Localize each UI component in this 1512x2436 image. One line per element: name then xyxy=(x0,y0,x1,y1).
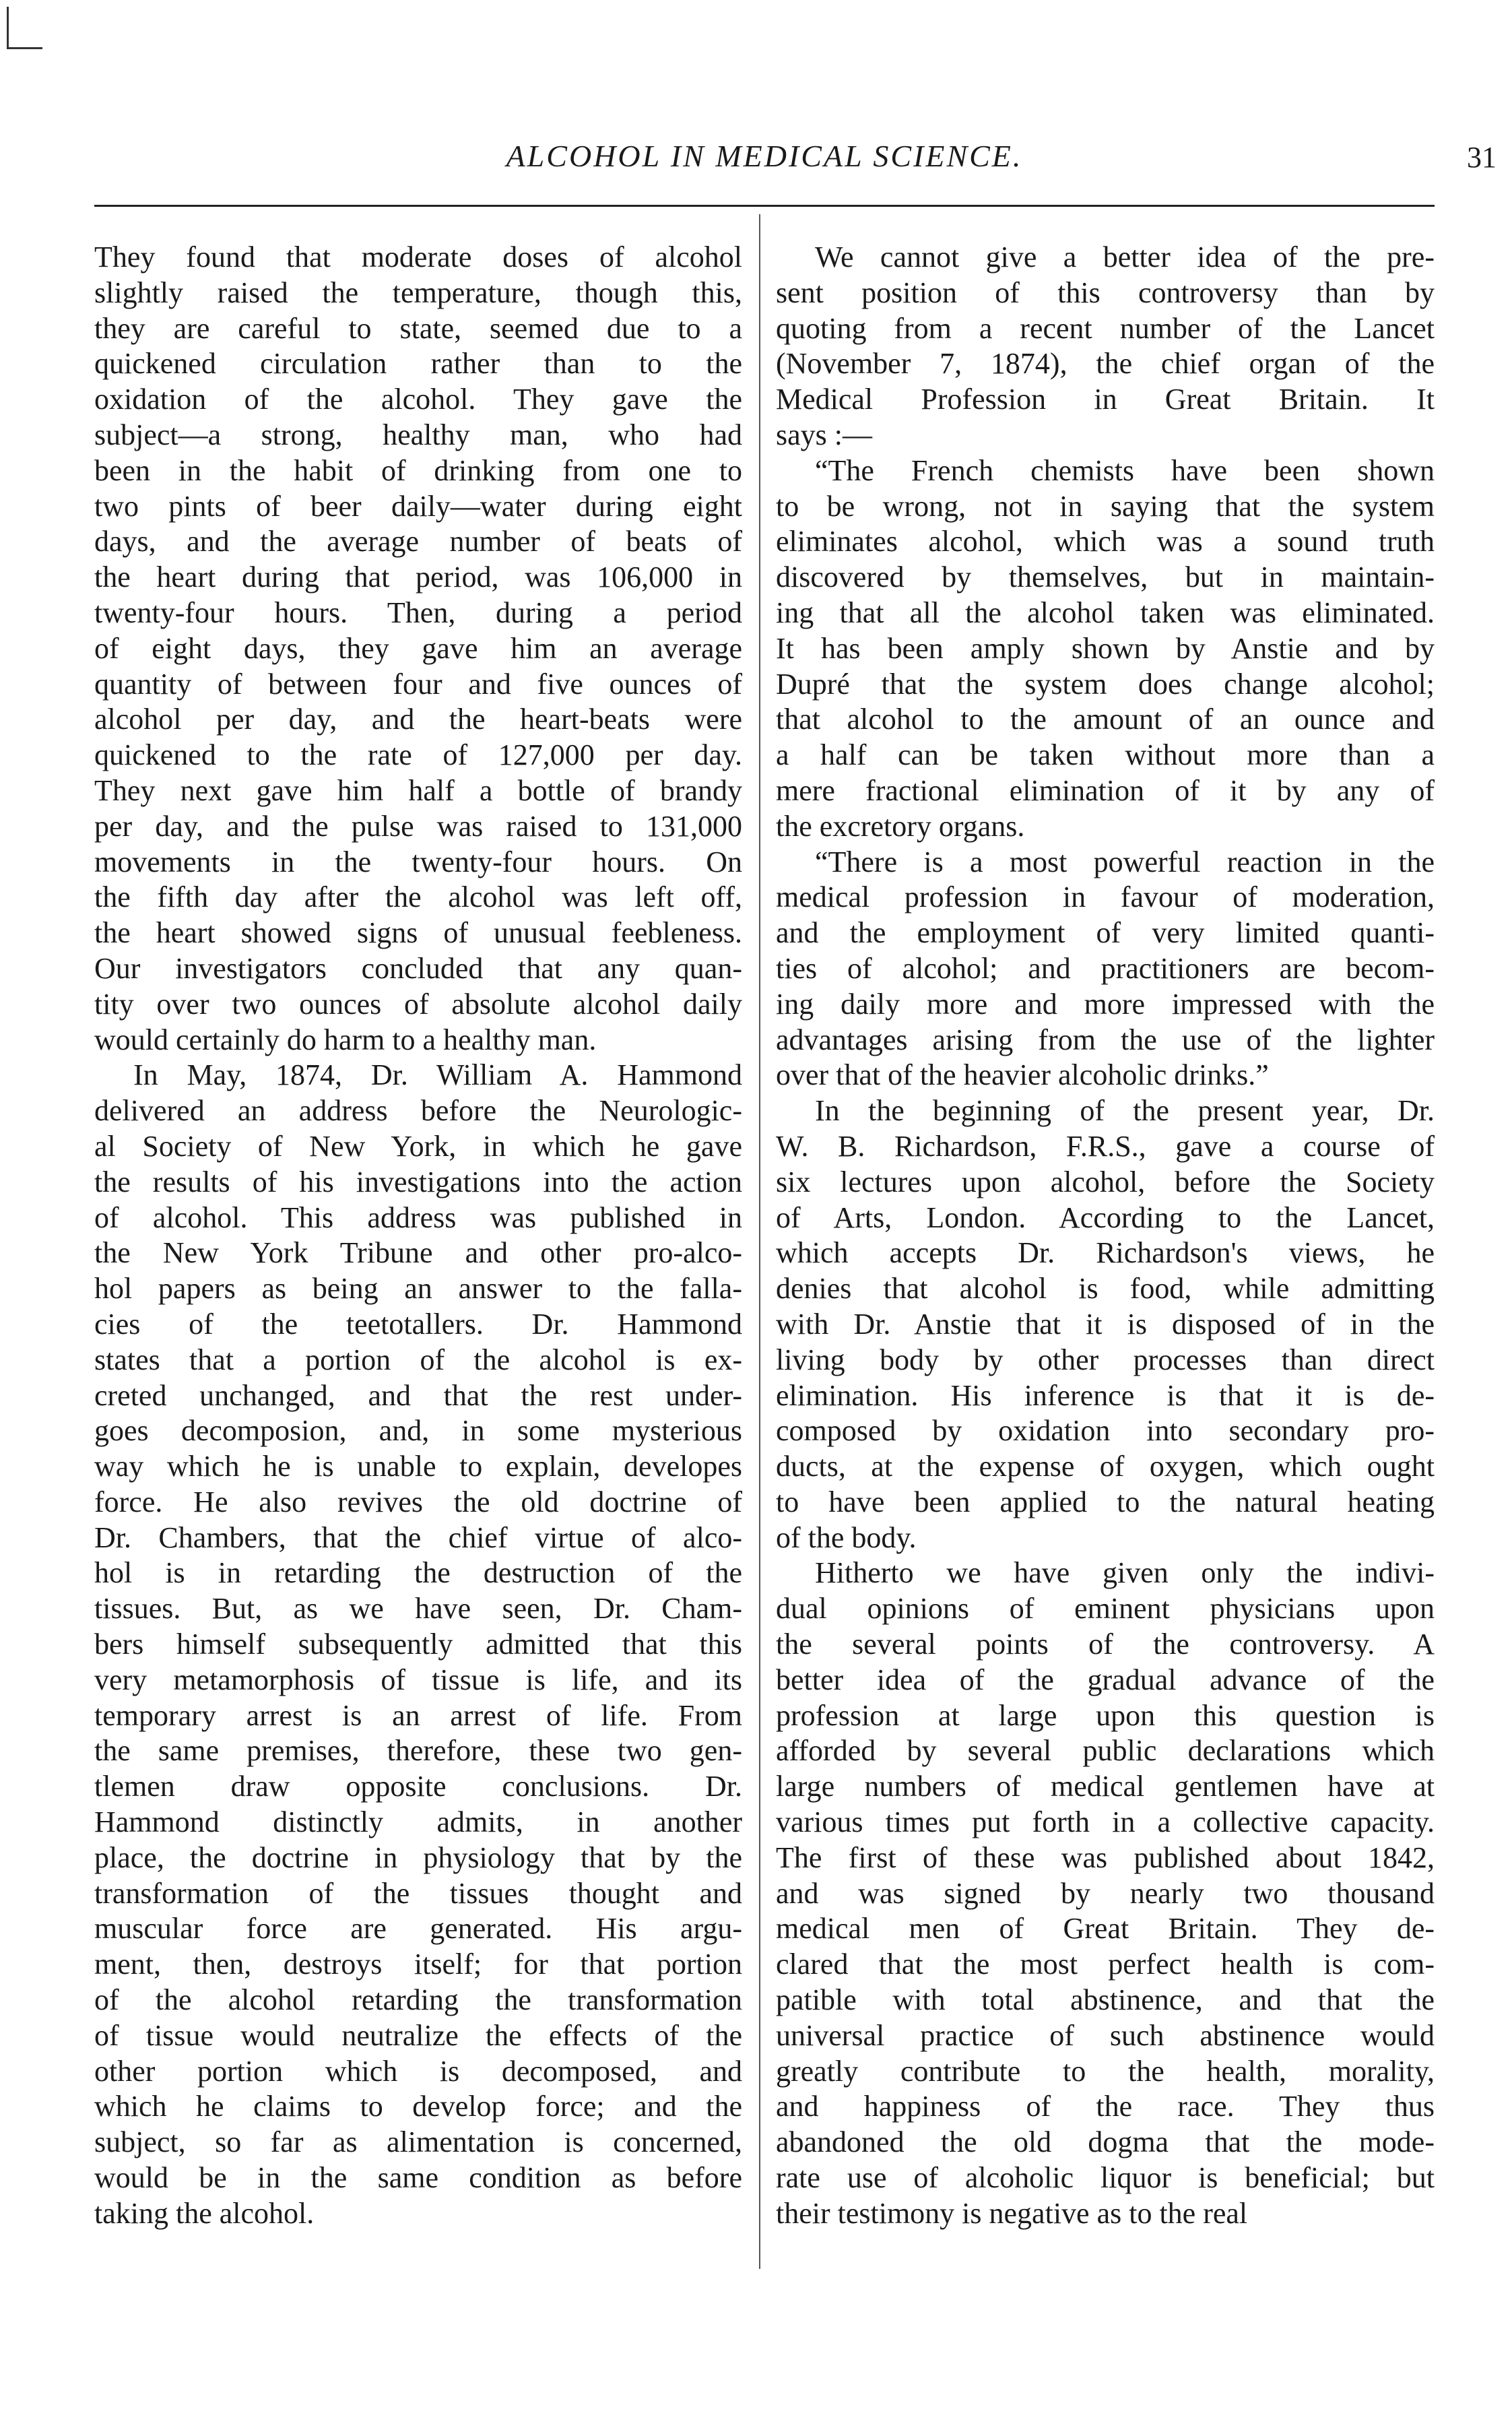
text-line: abandoned the old dogma that the mode- xyxy=(776,2125,1435,2159)
text-line: mere fractional elimination of it by any of xyxy=(776,773,1435,807)
scan-corner-mark xyxy=(7,7,42,49)
text-line: “The French chemists have been shown xyxy=(815,453,1435,487)
text-line: medical men of Great Britain. They de- xyxy=(776,1912,1435,1946)
text-line: six lectures upon alcohol, before the Society xyxy=(776,1165,1435,1198)
text-line: Dr. Chambers, that the chief virtue of alco- xyxy=(94,1520,742,1554)
text-line: they are careful to state, seemed due to a xyxy=(94,311,742,345)
text-line: of Arts, London. According to the Lancet, xyxy=(776,1200,1435,1234)
text-line: the New York Tribune and other pro-alco- xyxy=(94,1236,742,1270)
text-line: large numbers of medical gentlemen have at xyxy=(776,1770,1435,1803)
text-line: They next gave him half a bottle of brandy xyxy=(94,773,742,807)
text-line: Medical Profession in Great Britain. It xyxy=(776,383,1435,416)
text-line: patible with total abstinence, and that the xyxy=(776,1983,1435,2017)
text-line: the results of his investigations into the action xyxy=(94,1165,742,1198)
text-line: quantity of between four and five ounces of xyxy=(94,667,742,701)
left-column xyxy=(94,240,742,2232)
paragraph xyxy=(776,1556,1435,2231)
text-line: quickened circulation rather than to the xyxy=(94,347,742,381)
text-line: profession at large upon this question is xyxy=(776,1698,1435,1732)
text-line: days, and the average number of beats of xyxy=(94,525,742,558)
text-line: creted unchanged, and that the rest under- xyxy=(94,1378,742,1412)
text-line: the heart showed signs of unusual feebleness. xyxy=(94,916,742,950)
text-line: rate use of alcoholic liquor is beneficial; but xyxy=(776,2161,1435,2195)
text-line: two pints of beer daily—water during eight xyxy=(94,489,742,523)
paragraph xyxy=(94,1058,742,2231)
text-line: W. B. Richardson, F.R.S., gave a course of xyxy=(776,1129,1435,1163)
text-line: and happiness of the race. They thus xyxy=(776,2090,1435,2123)
text-line: been in the habit of drinking from one to xyxy=(94,453,742,487)
paragraph xyxy=(776,845,1435,1094)
text-line: (November 7, 1874), the chief organ of the xyxy=(776,347,1435,381)
text-line: ducts, at the expense of oxygen, which ought xyxy=(776,1450,1435,1483)
text-line: It has been amply shown by Anstie and by xyxy=(776,631,1435,665)
text-line: of tissue would neutralize the effects of the xyxy=(94,2018,742,2052)
text-line: dual opinions of eminent physicians upon xyxy=(776,1592,1435,1626)
text-line: advantages arising from the use of the lighter xyxy=(776,1023,1435,1056)
text-line: delivered an address before the Neurologic- xyxy=(94,1094,742,1128)
text-line: afforded by several public declarations which xyxy=(776,1734,1435,1768)
text-line: with Dr. Anstie that it is disposed of in the xyxy=(776,1307,1435,1341)
text-line: to be wrong, not in saying that the system xyxy=(776,489,1435,523)
text-line: living body by other processes than direct xyxy=(776,1343,1435,1376)
paragraph xyxy=(776,240,1435,453)
text-line: the fifth day after the alcohol was left off, xyxy=(94,880,742,914)
text-line: would be in the same condition as before xyxy=(94,2161,742,2195)
text-line: place, the doctrine in physiology that by the xyxy=(94,1840,742,1874)
text-line: of alcohol. This address was published in xyxy=(94,1200,742,1234)
text-line: of the alcohol retarding the transformation xyxy=(94,1983,742,2017)
text-line: and was signed by nearly two thousand xyxy=(776,1876,1435,1910)
text-line: ing daily more and more impressed with the xyxy=(776,987,1435,1021)
text-line: subject—a strong, healthy man, who had xyxy=(94,418,742,451)
text-line: subject, so far as alimentation is concerned, xyxy=(94,2125,742,2159)
text-line: of the body. xyxy=(776,1520,917,1554)
text-line: a half can be taken without more than a xyxy=(776,738,1435,772)
text-line: In May, 1874, Dr. William A. Hammond xyxy=(133,1058,742,1092)
text-line: ment, then, destroys itself; for that portion xyxy=(94,1948,742,1981)
text-line: way which he is unable to explain, developes xyxy=(94,1450,742,1483)
text-line: hol papers as being an answer to the falla- xyxy=(94,1272,742,1306)
text-line: tissues. But, as we have seen, Dr. Cham- xyxy=(94,1592,742,1626)
text-line: taking the alcohol. xyxy=(94,2196,315,2230)
text-line: movements in the twenty-four hours. On xyxy=(94,845,742,878)
text-line: states that a portion of the alcohol is ex- xyxy=(94,1343,742,1376)
text-line: would certainly do harm to a healthy man. xyxy=(94,1023,597,1056)
text-line: discovered by themselves, but in maintain- xyxy=(776,560,1435,594)
text-line: universal practice of such abstinence would xyxy=(776,2018,1435,2052)
text-line: tity over two ounces of absolute alcohol daily xyxy=(94,987,742,1021)
text-line: tlemen draw opposite conclusions. Dr. xyxy=(94,1770,742,1803)
text-line: hol is in retarding the destruction of the xyxy=(94,1556,742,1590)
text-line: over that of the heavier alcoholic drinks.” xyxy=(776,1058,1269,1092)
text-line: to have been applied to the natural heating xyxy=(776,1485,1435,1518)
text-line: denies that alcohol is food, while admitting xyxy=(776,1272,1435,1306)
page-number: 31 xyxy=(1467,141,1497,174)
paragraph xyxy=(776,1093,1435,1556)
text-line: Hitherto we have given only the indivi- xyxy=(815,1556,1435,1590)
text-line: the several points of the controversy. A xyxy=(776,1628,1435,1661)
text-line: They found that moderate doses of alcohol xyxy=(94,241,742,274)
text-line: very metamorphosis of tissue is life, and its xyxy=(94,1663,742,1696)
text-line: and the employment of very limited quanti- xyxy=(776,916,1435,950)
text-line: In the beginning of the present year, Dr. xyxy=(815,1094,1435,1128)
text-line: medical profession in favour of moderation, xyxy=(776,880,1435,914)
column-divider xyxy=(759,214,760,2269)
text-line: bers himself subsequently admitted that this xyxy=(94,1628,742,1661)
text-line: of eight days, they gave him an average xyxy=(94,631,742,665)
text-line: force. He also revives the old doctrine of xyxy=(94,1485,742,1518)
text-line: better idea of the gradual advance of the xyxy=(776,1663,1435,1696)
text-line: Our investigators concluded that any quan- xyxy=(94,951,742,985)
text-line: twenty-four hours. Then, during a period xyxy=(94,596,742,629)
text-line: that alcohol to the amount of an ounce and xyxy=(776,703,1435,736)
paragraph xyxy=(94,240,742,1058)
text-line: muscular force are generated. His argu- xyxy=(94,1912,742,1946)
text-line: which accepts Dr. Richardson's views, he xyxy=(776,1236,1435,1270)
text-line: elimination. His inference is that it is de- xyxy=(776,1378,1435,1412)
text-line: al Society of New York, in which he gave xyxy=(94,1129,742,1163)
text-line: The first of these was published about 1842, xyxy=(776,1840,1435,1874)
text-line: ties of alcohol; and practitioners are becom- xyxy=(776,951,1435,985)
text-line: their testimony is negative as to the real xyxy=(776,2196,1248,2230)
text-line: quickened to the rate of 127,000 per day. xyxy=(94,738,742,772)
text-line: which he claims to develop force; and the xyxy=(94,2090,742,2123)
text-line: eliminates alcohol, which was a sound truth xyxy=(776,525,1435,558)
text-line: composed by oxidation into secondary pro- xyxy=(776,1414,1435,1448)
text-line: the heart during that period, was 106,000 in xyxy=(94,560,742,594)
text-line: clared that the most perfect health is com- xyxy=(776,1948,1435,1981)
text-line: oxidation of the alcohol. They gave the xyxy=(94,383,742,416)
text-line: We cannot give a better idea of the pre- xyxy=(815,241,1435,274)
text-line: quoting from a recent number of the Lancet xyxy=(776,311,1435,345)
right-column xyxy=(776,240,1435,2232)
text-line: goes decomposion, and, in some mysterious xyxy=(94,1414,742,1448)
text-line: says :— xyxy=(776,418,872,451)
header-rule xyxy=(94,205,1435,207)
text-line: the excretory organs. xyxy=(776,809,1025,843)
text-line: other portion which is decomposed, and xyxy=(94,2054,742,2088)
text-line: the same premises, therefore, these two gen- xyxy=(94,1734,742,1768)
text-line: “There is a most powerful reaction in the xyxy=(815,845,1435,878)
text-line: ing that all the alcohol taken was eliminated. xyxy=(776,596,1435,629)
text-line: slightly raised the temperature, though this, xyxy=(94,276,742,309)
text-line: alcohol per day, and the heart-beats were xyxy=(94,703,742,736)
text-line: transformation of the tissues thought and xyxy=(94,1876,742,1910)
running-title: ALCOHOL IN MEDICAL SCIENCE. xyxy=(506,139,1023,173)
text-line: sent position of this controversy than by xyxy=(776,276,1435,309)
text-line: Dupré that the system does change alcohol; xyxy=(776,667,1435,701)
text-line: cies of the teetotallers. Dr. Hammond xyxy=(94,1307,742,1341)
paragraph xyxy=(776,453,1435,845)
text-line: greatly contribute to the health, morality, xyxy=(776,2054,1435,2088)
text-line: Hammond distinctly admits, in another xyxy=(94,1805,742,1839)
text-line: per day, and the pulse was raised to 131,000 xyxy=(94,809,742,843)
text-line: temporary arrest is an arrest of life. From xyxy=(94,1698,742,1732)
text-line: various times put forth in a collective capacity. xyxy=(776,1805,1435,1839)
